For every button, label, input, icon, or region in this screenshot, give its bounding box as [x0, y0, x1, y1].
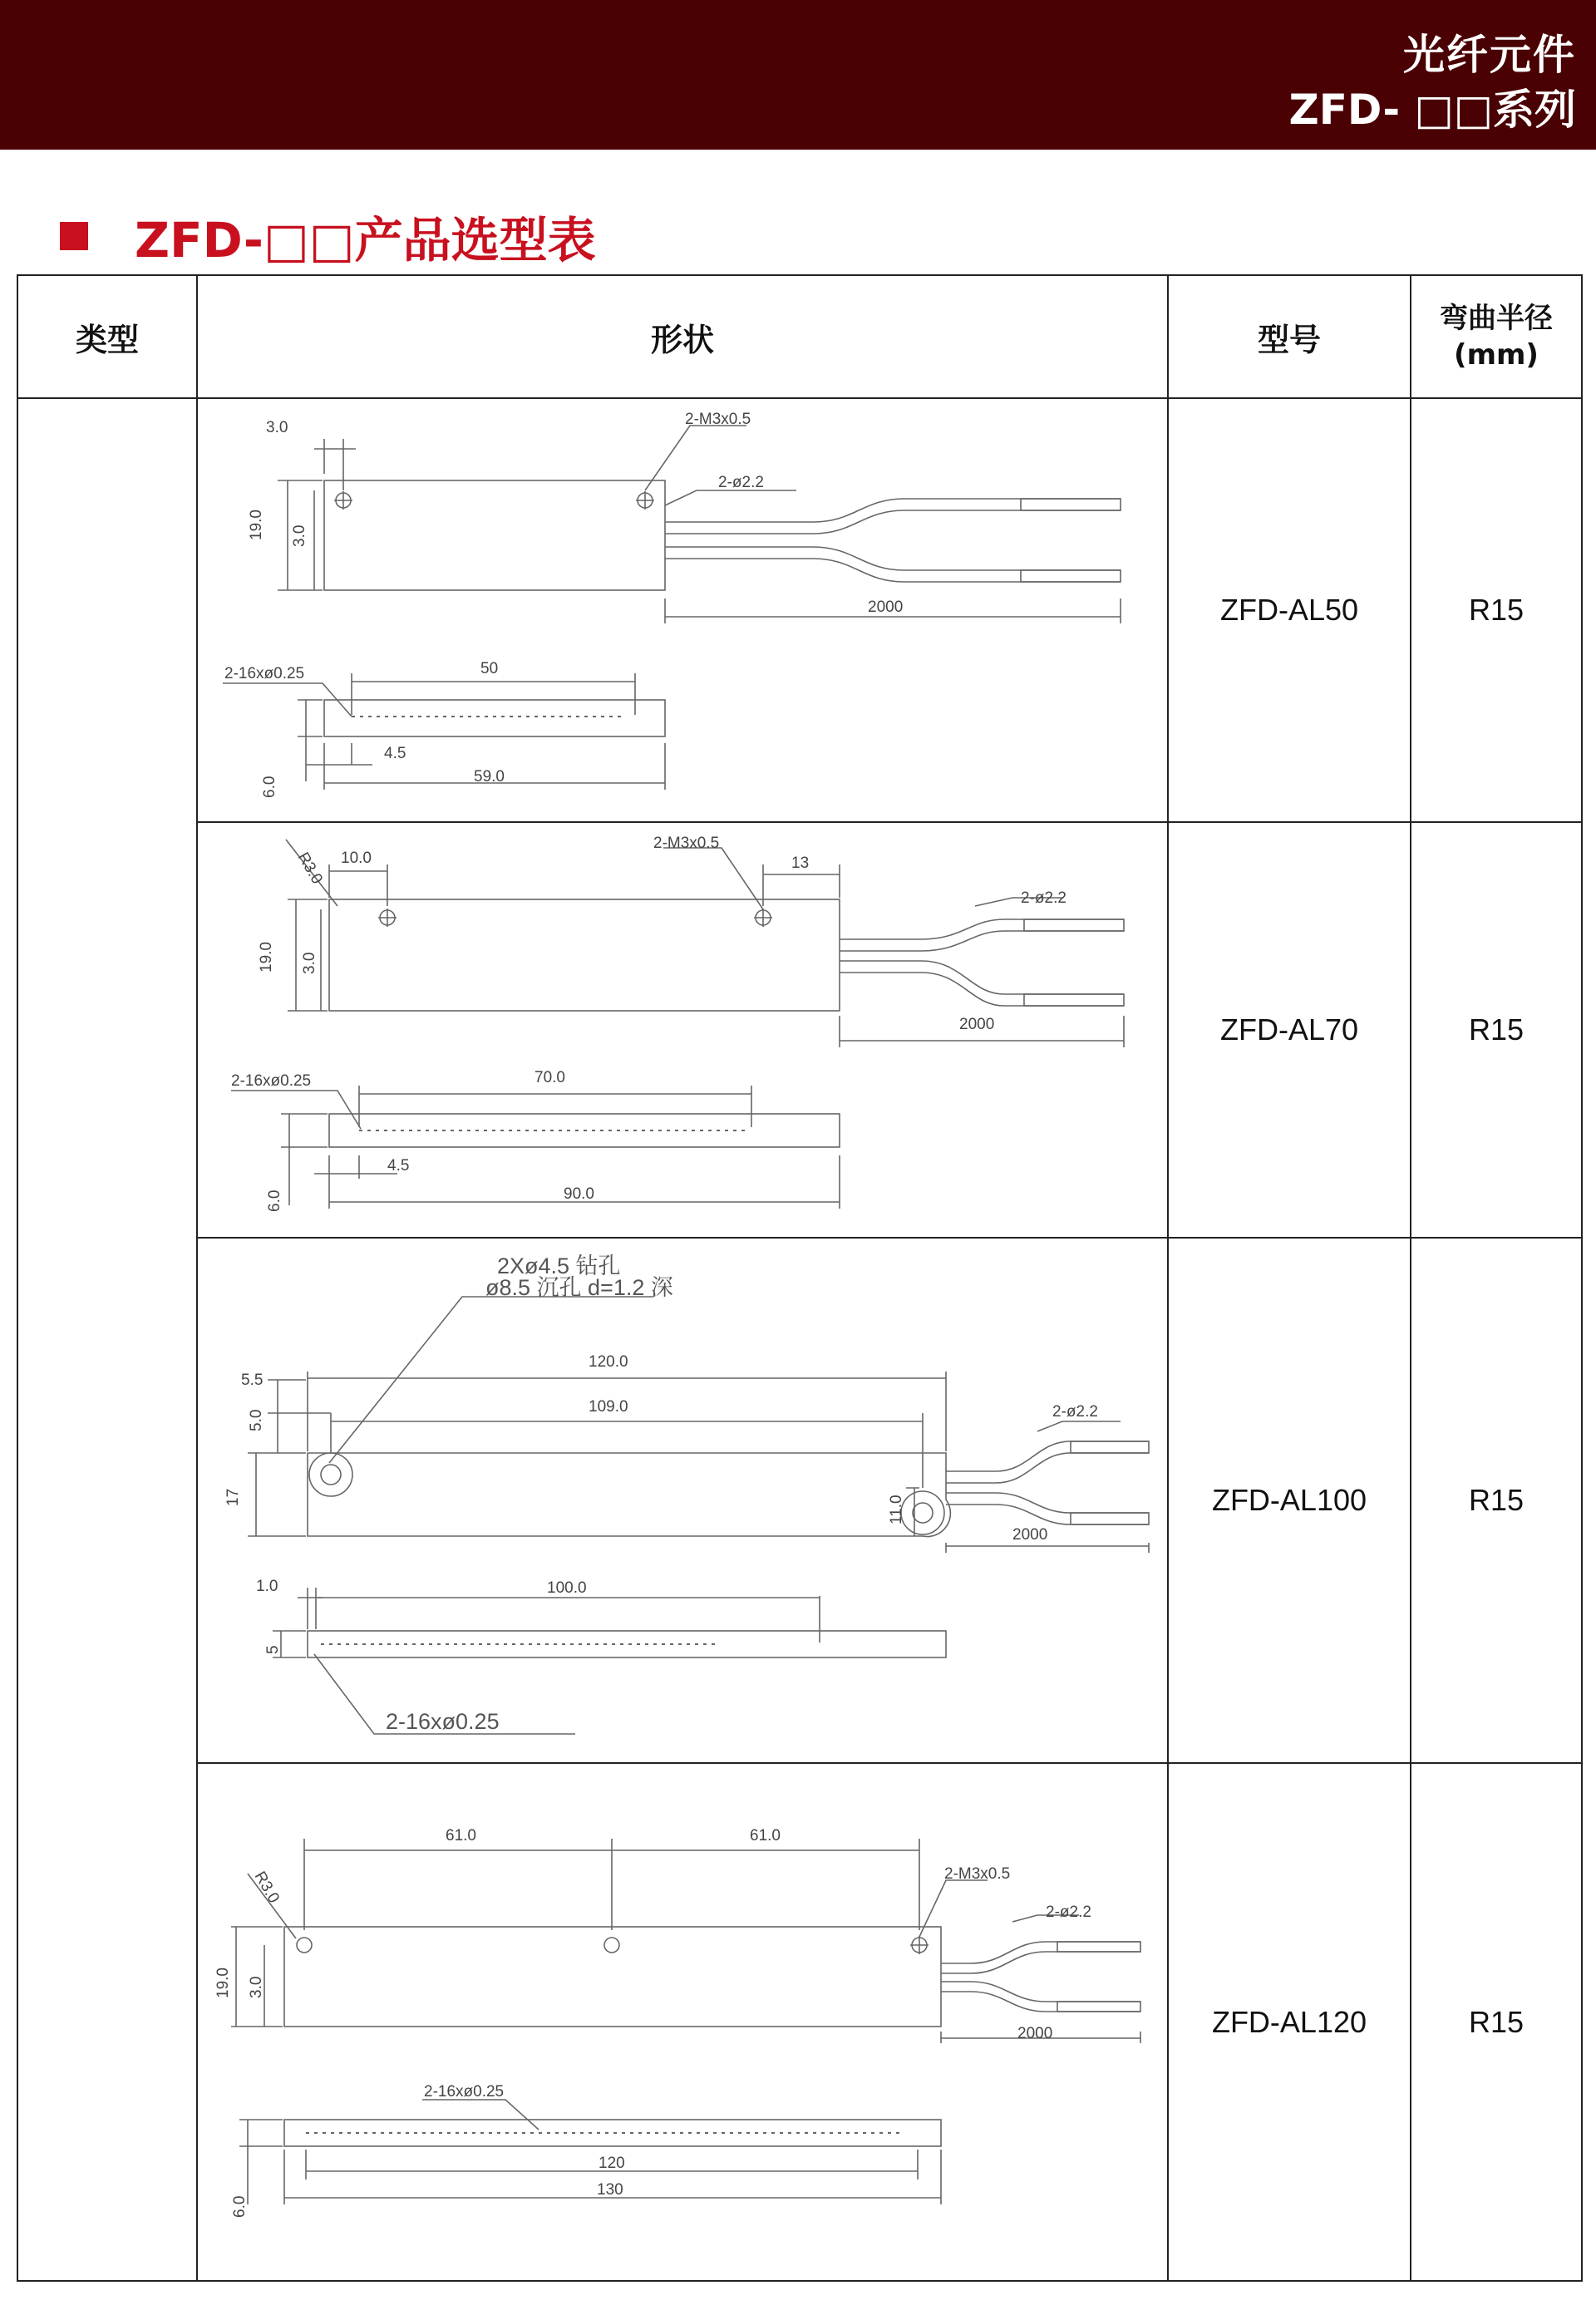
model-cell: ZFD-AL120 [1168, 1763, 1411, 2281]
dim-label: R3.0 [250, 1869, 283, 1907]
radius-cell: R15 [1411, 1763, 1582, 2281]
dim-label: 61.0 [446, 1827, 476, 1844]
dim-label: 3.0 [291, 525, 308, 547]
shape-drawing-al100 [197, 1238, 1168, 1763]
radius-header-line2: (mm) [1454, 338, 1539, 372]
model-cell: ZFD-AL70 [1168, 822, 1411, 1238]
dim-label: 6.0 [266, 1189, 283, 1212]
section-heading [60, 203, 596, 269]
dim-label: 2-16xø0.25 [386, 1709, 500, 1734]
dim-label: 10.0 [341, 850, 372, 867]
series-title: ZFD- □□系列 [1288, 86, 1576, 134]
dim-label: 19.0 [214, 1968, 232, 1998]
model-cell: ZFD-AL100 [1168, 1238, 1411, 1763]
table-header-row [17, 275, 1582, 398]
col-header-type: 类型 [17, 275, 197, 398]
shape-drawing-al70 [197, 822, 1168, 1238]
square-bullet-icon [60, 222, 88, 250]
dim-label: 2-ø2.2 [718, 474, 764, 491]
table-row [17, 1763, 1582, 2281]
dim-label: 6.0 [231, 2195, 249, 2218]
table-row [17, 398, 1582, 822]
dim-label: 120.0 [589, 1353, 628, 1371]
dim-label: 3.0 [248, 1976, 265, 1998]
shape-drawing-al50 [197, 398, 1168, 822]
dim-label: 2-M3x0.5 [653, 835, 720, 852]
selection-table [17, 274, 1583, 2282]
category-title: 光纤元件 [1403, 31, 1576, 79]
table-row [17, 822, 1582, 1238]
dim-label: 61.0 [750, 1827, 781, 1844]
dim-label: 3.0 [266, 419, 288, 436]
radius-header-line1: 弯曲半径 [1440, 302, 1553, 335]
table-row [17, 1238, 1582, 1763]
dim-label: 17 [224, 1488, 242, 1506]
dim-label: 109.0 [589, 1398, 628, 1416]
dim-label: R3.0 [293, 850, 326, 888]
dim-label: 120 [598, 2155, 625, 2172]
model-cell: ZFD-AL50 [1168, 398, 1411, 822]
dim-label: 2-ø2.2 [1052, 1403, 1098, 1421]
dim-label: 100.0 [547, 1579, 587, 1597]
header-banner [0, 0, 1596, 150]
dim-label: 13 [791, 855, 810, 872]
dim-label: 5.5 [241, 1372, 264, 1389]
dim-label: 2000 [1017, 2025, 1053, 2042]
dim-label: 2000 [868, 598, 904, 616]
dim-label: 2-ø2.2 [1021, 889, 1066, 907]
radius-cell: R15 [1411, 398, 1582, 822]
dim-label: 59.0 [474, 768, 505, 786]
body-outline [284, 1927, 941, 2027]
dim-label: 2-16xø0.25 [424, 2083, 505, 2101]
dim-label: 90.0 [564, 1185, 594, 1203]
dim-label: 3.0 [301, 952, 318, 974]
hole-note: ø8.5 沉孔 d=1.2 深 [485, 1275, 673, 1300]
shape-drawing-al120 [197, 1763, 1168, 2281]
dim-label: 70.0 [534, 1069, 565, 1086]
dim-label: 2000 [1012, 1526, 1048, 1544]
dim-label: 1.0 [256, 1578, 278, 1595]
body-outline [308, 1453, 950, 1537]
dim-label: 2000 [959, 1016, 995, 1033]
dim-label: 5.0 [248, 1409, 265, 1431]
dim-label: 2-M3x0.5 [685, 411, 751, 428]
col-header-radius [1411, 275, 1582, 398]
dim-label: 2-M3x0.5 [944, 1865, 1011, 1883]
dim-label: 4.5 [384, 745, 406, 762]
dim-label: 130 [597, 2181, 623, 2199]
type-cell [17, 398, 197, 2281]
section-title: ZFD-□□产品选型表 [135, 212, 596, 268]
dim-label: 19.0 [258, 942, 275, 973]
hole-note: 2Xø4.5 钻孔 [497, 1253, 621, 1278]
dim-label: 5 [264, 1645, 282, 1654]
radius-cell: R15 [1411, 1238, 1582, 1763]
radius-cell: R15 [1411, 822, 1582, 1238]
dim-label: 11.0 [888, 1495, 905, 1524]
dim-label: 50 [480, 660, 499, 677]
dim-label: 4.5 [387, 1157, 410, 1175]
dim-label: 2-16xø0.25 [231, 1072, 312, 1090]
dim-label: 2-ø2.2 [1046, 1904, 1091, 1921]
dim-label: 6.0 [261, 776, 278, 798]
col-header-model: 型号 [1168, 275, 1411, 398]
body-outline [324, 480, 665, 590]
dim-label: 19.0 [248, 510, 265, 540]
col-header-shape: 形状 [197, 275, 1168, 398]
dim-label: 2-16xø0.25 [224, 665, 305, 682]
